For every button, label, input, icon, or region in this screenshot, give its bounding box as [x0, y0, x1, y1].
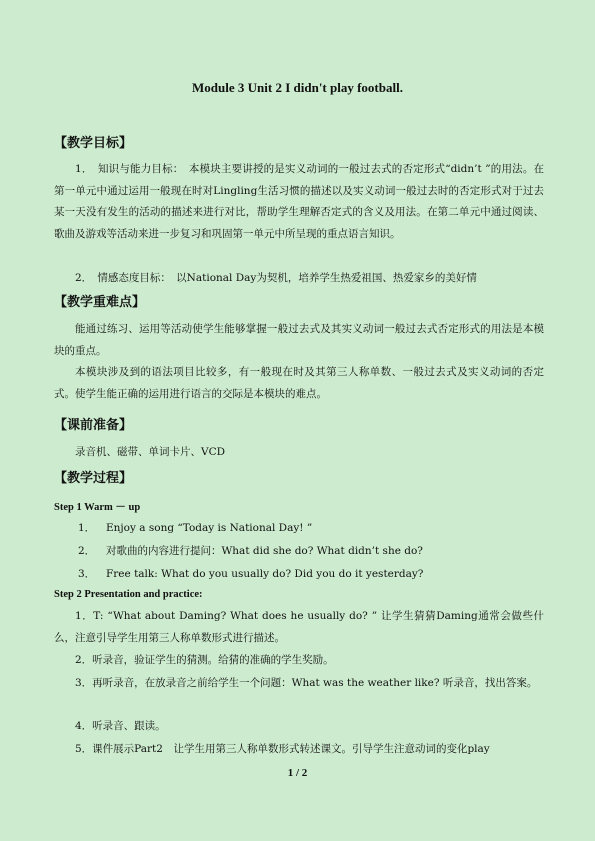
step1-title: Step 1 Warm － up	[54, 502, 141, 513]
step2-paragraph-3: 3．再听录音，在放录音之前给学生一个问题：What was the weather like? 听录音，找出答案。	[75, 677, 538, 689]
step2-paragraph-1: 1．T: “What about Daming? What does he usually do? ” 让学生猜猜Daming通常会做些什么，注意引导学生用第三人称单数形式进行描述。	[54, 610, 544, 644]
step2-paragraph-2: 2．听录音，验证学生的猜测。给猜的准确的学生奖励。	[75, 654, 334, 666]
step2-title: Step 2 Presentation and practice:	[54, 589, 203, 600]
step2-paragraph-4: 4．听录音、跟读。	[75, 720, 166, 732]
section-heading-keypoints: 【教学重难点】	[54, 295, 146, 310]
keypoints-paragraph-1: 能通过练习、运用等活动使学生能够掌握一般过去式及其实义动词一般过去式否定形式的用法是本模块的重点。	[54, 323, 544, 357]
list-item: 3． Free talk: What do you usually do? Did you do it yesterday?	[78, 568, 424, 580]
list-item: 2． 对歌曲的内容进行提问：What did she do? What didn’t she do?	[78, 545, 423, 557]
page-number: 1 / 2	[287, 767, 308, 779]
prep-paragraph: 录音机、磁带、单词卡片、VCD	[75, 446, 226, 458]
page-title: Module 3 Unit 2 I didn't play football.	[192, 80, 403, 95]
goals-paragraph-1: 1． 知识与能力目标： 本模块主要讲授的是实义动词的一般过去式的否定形式“didn’t ”的用法。在第一单元中通过运用一般现在时对Lingling生活习惯的描述以及实义动词一般过去时的否定形式对于过去某一天没有发生的活动的描述来进行对比，帮助学生理解否定式的含义及用法。在第二单元中通过阅读、歌曲及游戏等活动来进一步复习和巩固第一单元中所呈现的重点语言知识。	[54, 163, 544, 240]
section-heading-prep: 【课前准备】	[54, 418, 133, 433]
step2-paragraph-5: 5．课件展示Part2 让学生用第三人称单数形式转述课文。引导学生注意动词的变化play	[75, 743, 490, 755]
keypoints-paragraph-2: 本模块涉及到的语法项目比较多，有一般现在时及其第三人称单数、一般过去式及实义动词的否定式。使学生能正确的运用进行语言的交际是本模块的难点。	[54, 366, 544, 400]
list-item: 1． Enjoy a song “Today is National Day! ”	[78, 522, 313, 534]
goals-paragraph-2: 2． 情感态度目标： 以National Day为契机，培养学生热爱祖国、热爱家乡的美好情	[75, 272, 477, 284]
section-heading-process: 【教学过程】	[54, 471, 133, 486]
section-heading-goals: 【教学目标】	[54, 136, 133, 151]
